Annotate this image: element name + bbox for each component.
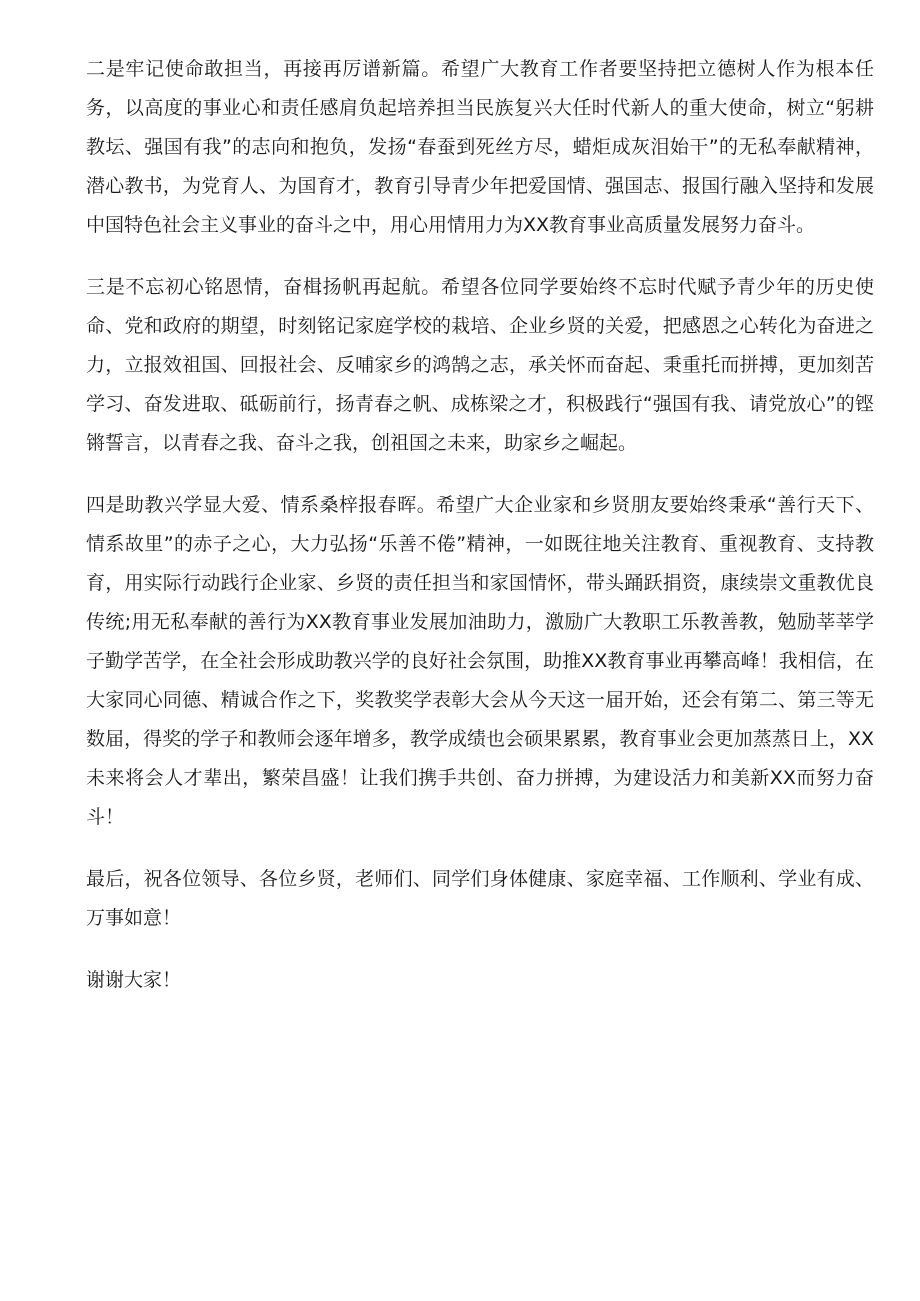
paragraph-mission: 二是牢记使命敢担当，再接再厉谱新篇。希望广大教育工作者要坚持把立德树人作为根本任务，以高度的事业心和责任感肩负起培养担当民族复兴大任时代新人的重大使命，树立“躬耕教坛、强国有我”的志向和抱负，发扬“春蚕到死丝方尽，蜡炬成灰泪始干”的无私奉献精神，潜心教书，为党育人、为国育才，教育引导青少年把爱国情、强国志、报国行融入坚持和发展中国特色社会主义事业的奋斗之中，用心用情用力为XX教育事业高质量发展努力奋斗。 (86, 58, 874, 236)
paragraph-entrepreneurs: 四是助教兴学显大爱、情系桑梓报春晖。希望广大企业家和乡贤朋友要始终秉承“善行天下、情系故里”的赤子之心，大力弘扬“乐善不倦”精神，一如既往地关注教育、重视教育、支持教育，用实际行动践行企业家、乡贤的责任担当和家国情怀，带头踊跃捐资，康续崇文重教优良传统;用无私奉献的善行为XX教育事业发展加油助力，激励广大教职工乐教善教，勉励莘莘学子勤学苦学，在全社会形成助教兴学的良好社会氛围，助推XX教育事业再攀高峰！我相信，在大家同心同德、精诚合作之下，奖教奖学表彰大会从今天这一届开始，还会有第二、第三等无数届，得奖的学子和教师会逐年增多，教学成绩也会硕果累累，教育事业会更加蒸蒸日上，XX未来将会人才辈出，繁荣昌盛！让我们携手共创、奋力拼搏，为建设活力和美新XX而努力奋斗！ (86, 494, 874, 828)
paragraph-students: 三是不忘初心铭恩情，奋楫扬帆再起航。希望各位同学要始终不忘时代赋予青少年的历史使命、党和政府的期望，时刻铭记家庭学校的栽培、企业乡贤的关爱，把感恩之心转化为奋进之力，立报效祖国、回报社会、反哺家乡的鸿鹄之志，承关怀而奋起、秉重托而拼搏，更加刻苦学习、奋发进取、砥砺前行，扬青春之帆、成栋梁之才，积极践行“强国有我、请党放心”的铿锵誓言，以青春之我、奋斗之我，创祖国之未来，助家乡之崛起。 (86, 276, 874, 454)
paragraph-thanks: 谢谢大家！ (86, 969, 182, 991)
document-page (86, 50, 874, 1023)
paragraph-wishes: 最后，祝各位领导、各位乡贤，老师们、同学们身体健康、家庭幸福、工作顺利、学业有成、万事如意！ (86, 868, 874, 929)
